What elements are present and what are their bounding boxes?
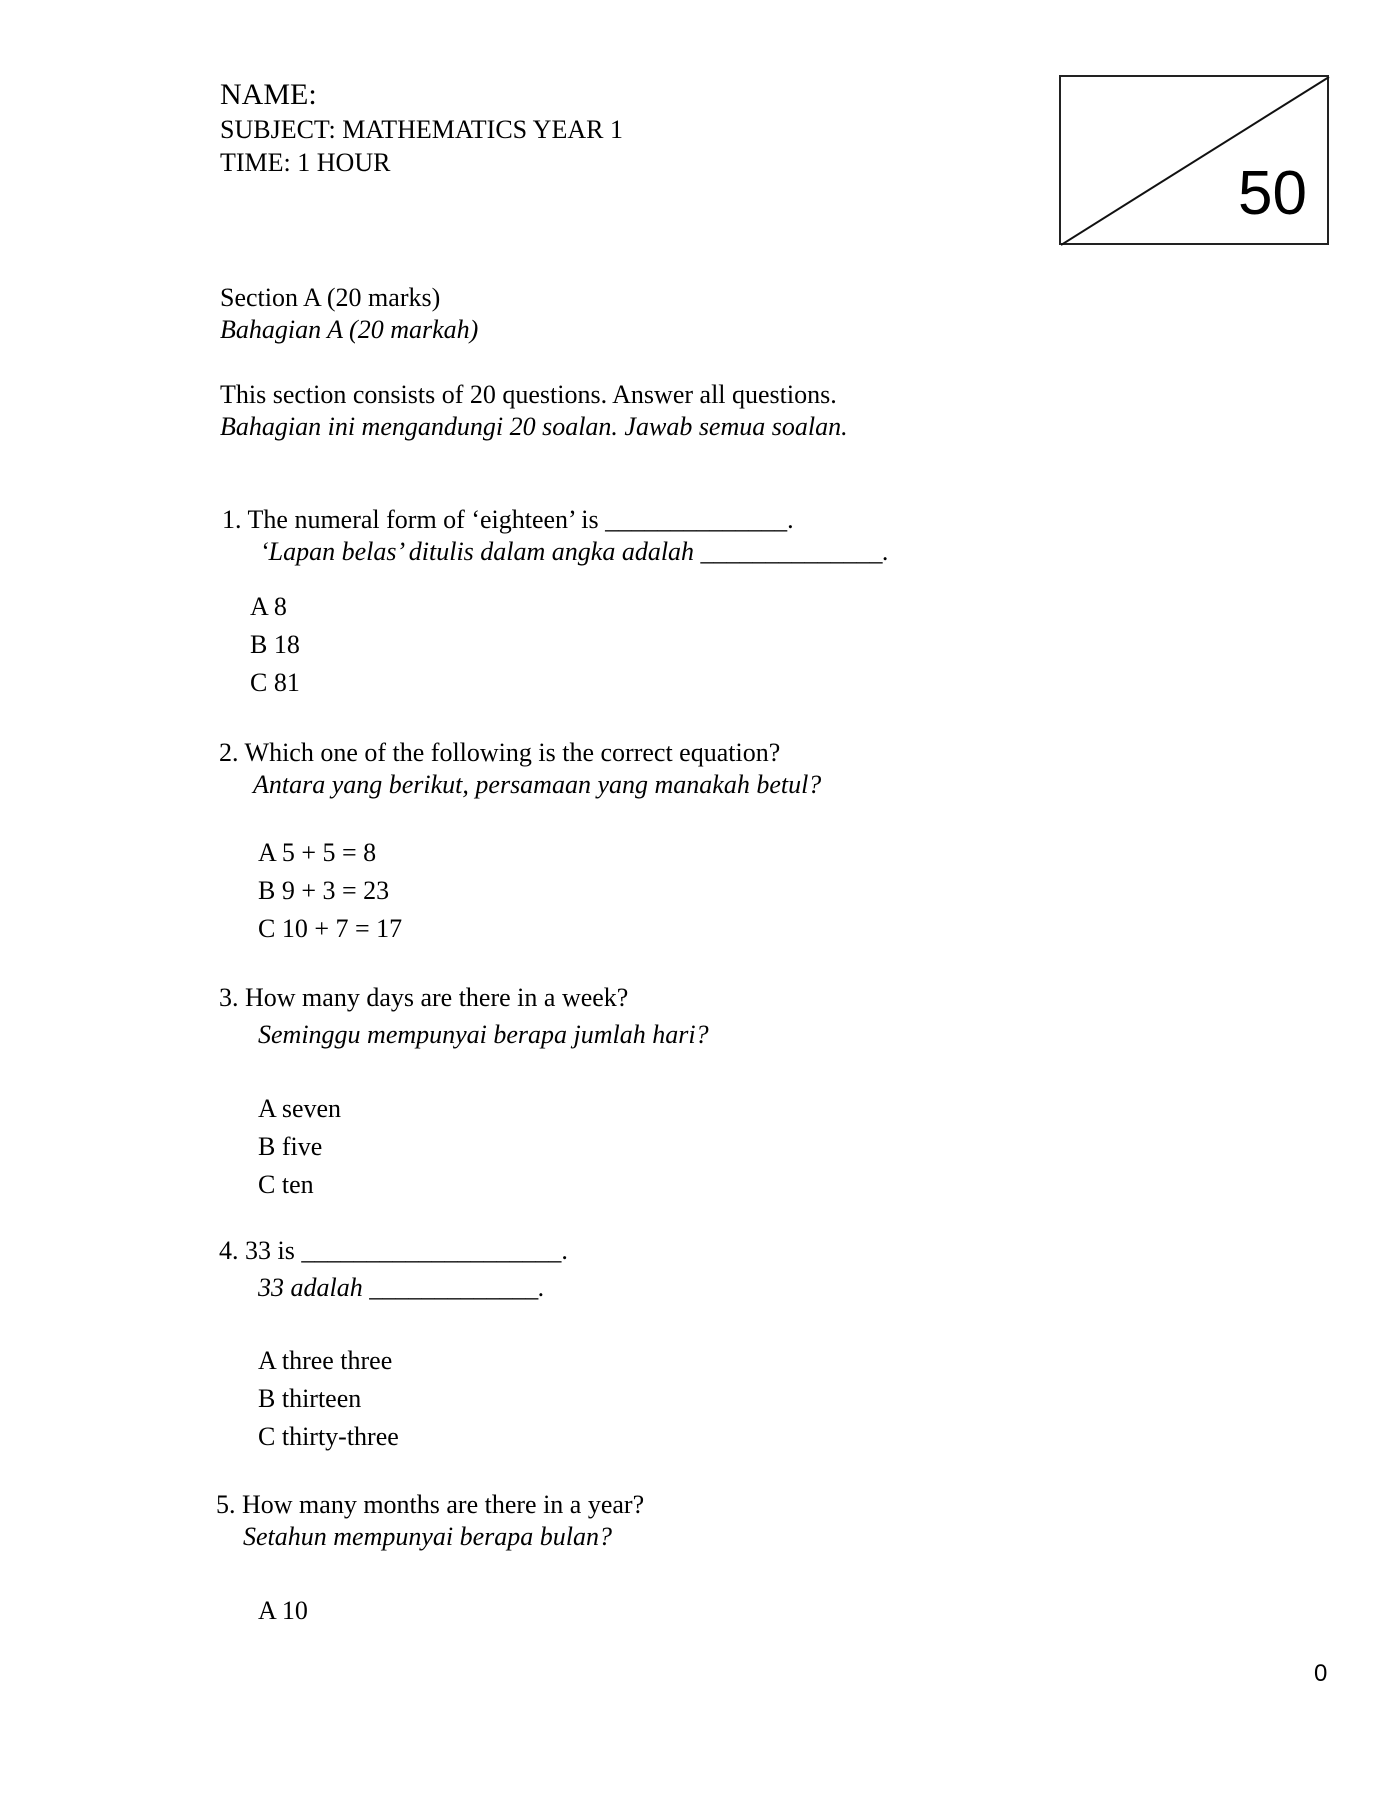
question-translation: Setahun mempunyai berapa bulan? xyxy=(243,1522,613,1551)
section-title-translation: Bahagian A (20 markah) xyxy=(220,315,479,344)
total-marks: 50 xyxy=(1238,159,1307,228)
option-a: A 8 xyxy=(250,592,287,621)
option-b: B 9 + 3 = 23 xyxy=(258,876,390,905)
page-number: 0 xyxy=(1314,1660,1328,1687)
question-text: 3. How many days are there in a week? xyxy=(219,983,629,1012)
option-a: A 10 xyxy=(258,1596,308,1625)
subject-label: SUBJECT: MATHEMATICS YEAR 1 xyxy=(220,115,623,144)
section-instruction-translation: Bahagian ini mengandungi 20 soalan. Jawab semua soalan. xyxy=(220,412,848,441)
question-text: 2. Which one of the following is the correct equation? xyxy=(219,738,781,767)
question-text: 4. 33 is ____________________. xyxy=(219,1236,568,1265)
question-translation: Antara yang berikut, persamaan yang manakah betul? xyxy=(253,770,822,799)
section-instruction: This section consists of 20 questions. Answer all questions. xyxy=(220,380,837,409)
name-label: NAME: xyxy=(220,78,317,111)
section-title: Section A (20 marks) xyxy=(220,283,441,312)
question-translation: 33 adalah _____________. xyxy=(258,1273,545,1302)
option-c: C thirty-three xyxy=(258,1422,399,1451)
option-b: B five xyxy=(258,1132,323,1161)
time-label: TIME: 1 HOUR xyxy=(220,148,391,177)
option-c: C ten xyxy=(258,1170,314,1199)
question-text: 5. How many months are there in a year? xyxy=(216,1490,645,1519)
option-b: B 18 xyxy=(250,630,300,659)
score-box xyxy=(1059,75,1329,245)
option-a: A three three xyxy=(258,1346,393,1375)
question-text: 1. The numeral form of ‘eighteen’ is ______________. xyxy=(222,505,794,534)
question-translation: Seminggu mempunyai berapa jumlah hari? xyxy=(258,1020,709,1049)
option-a: A seven xyxy=(258,1094,342,1123)
option-c: C 10 + 7 = 17 xyxy=(258,914,403,943)
question-translation: ‘Lapan belas’ ditulis dalam angka adalah ______________. xyxy=(260,537,890,566)
option-b: B thirteen xyxy=(258,1384,362,1413)
option-a: A 5 + 5 = 8 xyxy=(258,838,377,867)
option-c: C 81 xyxy=(250,668,300,697)
